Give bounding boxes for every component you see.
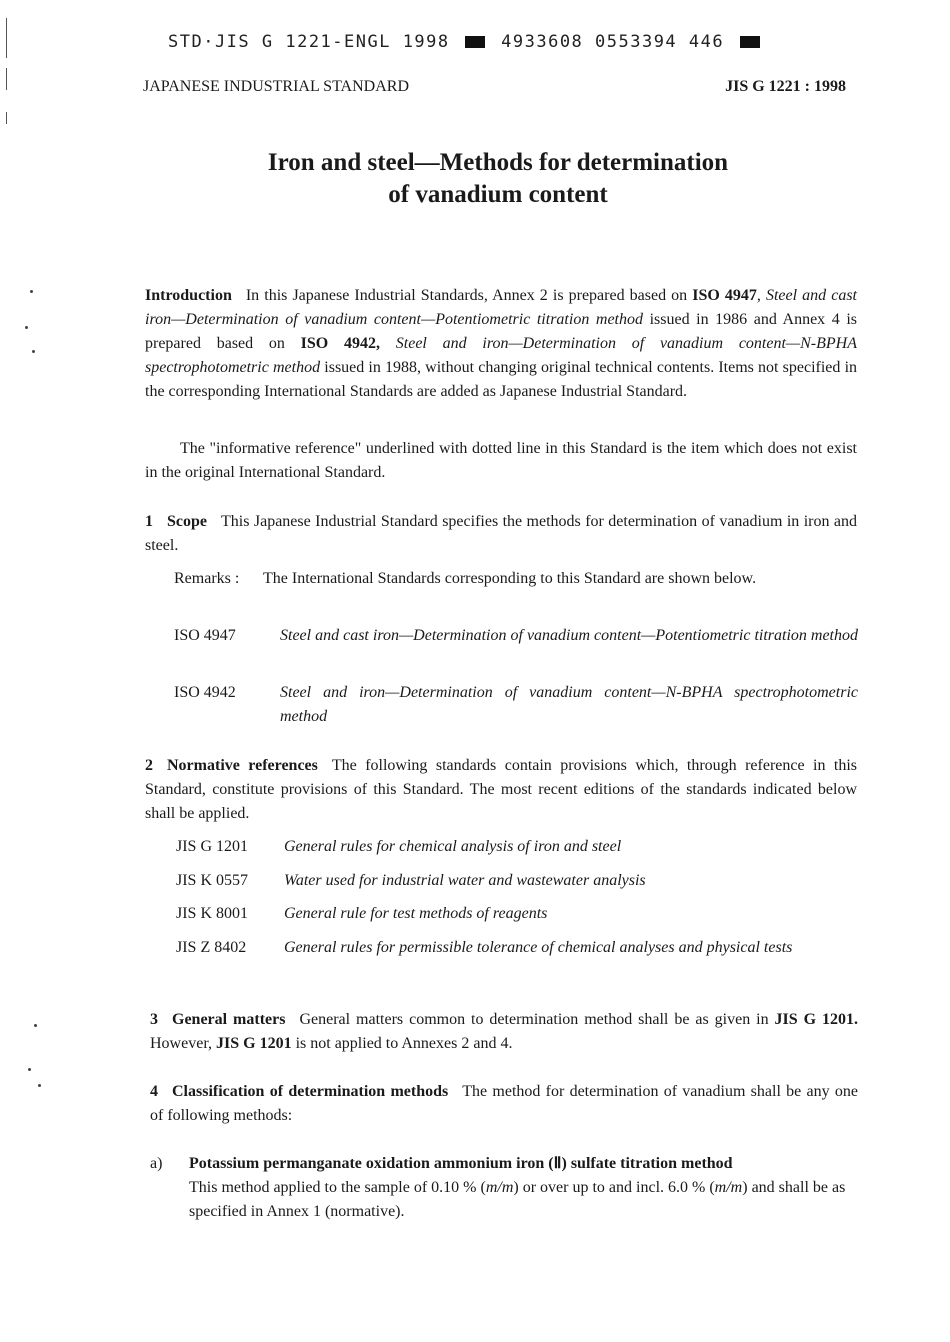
- method-item-label: a): [150, 1155, 163, 1172]
- jis-reference-row: [176, 936, 860, 984]
- scan-dot: [34, 1024, 37, 1027]
- informative-reference-note: The "informative reference" underlined with dotted line in this Standard is the item which does not exist in the original International Standard.: [145, 440, 857, 481]
- scan-line-mark: [6, 18, 7, 58]
- iso-4942-ref: ISO 4942,: [300, 335, 380, 352]
- header-standard-number: JIS G 1221 : 1998: [725, 78, 846, 95]
- title-line-1: Iron and steel—Methods for determination: [267, 149, 729, 176]
- introduction-text-2: issued in 1986 and Annex 4 is prepared based on: [145, 311, 858, 352]
- general-matters-section: [150, 1008, 858, 1056]
- scan-dot: [25, 326, 28, 329]
- document-title: [0, 147, 950, 211]
- mass-fraction-unit: m/m: [714, 1179, 743, 1196]
- stamp-block-mark: [740, 36, 760, 48]
- stamp-left-text: STD·JIS G 1221-ENGL 1998: [168, 32, 450, 52]
- scope-remarks: [174, 567, 858, 615]
- iso-reference-title: Steel and iron—Determination of vanadium content—N-BPHA spectrophotometric method: [280, 684, 858, 725]
- iso-reference-code: ISO 4942: [174, 684, 236, 701]
- jis-reference-row: [176, 835, 860, 859]
- introduction-heading: Introduction: [145, 287, 232, 304]
- scan-dot: [38, 1084, 41, 1087]
- jis-reference-code: JIS G 1201: [176, 838, 249, 855]
- iso-4947-ref: ISO 4947: [692, 287, 757, 304]
- normative-references-section: [145, 754, 857, 826]
- remarks-text: The International Standards corresponding to this Standard are shown below.: [263, 570, 757, 587]
- scan-dot: [32, 350, 35, 353]
- method-item-a: [150, 1152, 862, 1224]
- jis-reference-row: [176, 869, 860, 893]
- scan-line-mark: [6, 112, 7, 124]
- general-text-1: General matters common to determination method shall be as given in: [299, 1011, 769, 1028]
- jis-reference-code: JIS Z 8402: [176, 939, 247, 956]
- classification-number: 4: [150, 1083, 158, 1100]
- document-stamp: [168, 32, 768, 52]
- jis-reference-code: JIS K 0557: [176, 872, 249, 889]
- introduction-paragraph: Introduction In this Japanese Industrial Standards, Annex 2 is prepared based on ISO 4947, Steel and cast iron—Determination of vanadium content—Potentiometric titration method issued in 1986 and Annex 4 is prepared based on ISO 4942, Steel and iron—Determination of vanadium content—N-BPHA spectrophotometric method issued in 1988, without changing original technical contents. Items not specified in the corresponding International Standards are added as Japanese Industrial Standard.: [145, 287, 858, 400]
- scope-heading: Scope: [167, 513, 207, 530]
- classification-section: [150, 1080, 858, 1128]
- jis-reference-code: JIS K 8001: [176, 905, 249, 922]
- iso-reference-row: [174, 624, 858, 672]
- classification-heading: Classification of determination methods: [172, 1083, 449, 1100]
- jis-reference-row: [176, 902, 860, 926]
- mass-fraction-unit: m/m: [485, 1179, 514, 1196]
- jis-g-1201-ref: JIS G 1201.: [774, 1011, 859, 1028]
- general-text-2: However,: [150, 1035, 212, 1052]
- title-line-2: of vanadium content: [388, 181, 608, 208]
- jis-reference-title: Water used for industrial water and wastewater analysis: [284, 872, 646, 889]
- jis-g-1201-ref: JIS G 1201: [216, 1035, 292, 1052]
- general-number: 3: [150, 1011, 158, 1028]
- general-heading: General matters: [172, 1011, 286, 1028]
- scope-number: 1: [145, 513, 153, 530]
- scan-dot: [28, 1068, 31, 1071]
- normative-text: The following standards contain provisions which, through reference in this Standard, constitute provisions of this Standard. The most recent editions of the standards indicated below shall be applied.: [145, 757, 858, 822]
- iso-reference-row: [174, 681, 858, 729]
- jis-reference-title: General rules for chemical analysis of iron and steel: [284, 838, 622, 855]
- introduction-text-3: issued in 1988, without changing original technical contents. Items not specified in the corresponding International Standards are added as Japanese Industrial Standard.: [145, 359, 858, 400]
- iso-4947-title: Steel and cast iron—Determination of vanadium content—Potentiometric titration method: [145, 287, 858, 328]
- scan-line-mark: [6, 68, 7, 90]
- iso-reference-title: Steel and cast iron—Determination of vanadium content—Potentiometric titration method: [280, 627, 858, 644]
- scope-text: This Japanese Industrial Standard specifies the methods for determination of vanadium in iron and steel.: [145, 513, 857, 554]
- remarks-label: Remarks :: [174, 570, 240, 587]
- normative-heading: Normative references: [167, 757, 318, 774]
- introduction-text-1: In this Japanese Industrial Standards, Annex 2 is prepared based on: [245, 287, 688, 304]
- iso-reference-code: ISO 4947: [174, 627, 236, 644]
- method-item-heading: Potassium permanganate oxidation ammonium iron (Ⅱ) sulfate titration method: [189, 1155, 733, 1172]
- method-item-text: This method applied to the sample of 0.10 % (m/m) or over up to and incl. 6.0 % (m/m) and shall be as specified in Annex 1 (normative).: [189, 1179, 846, 1220]
- normative-number: 2: [145, 757, 153, 774]
- classification-text: The method for determination of vanadium shall be any one of following methods:: [150, 1083, 859, 1124]
- scope-section: [145, 510, 857, 558]
- header-standard-type: JAPANESE INDUSTRIAL STANDARD: [143, 78, 409, 95]
- stamp-right-text: 4933608 0553394 446: [501, 32, 725, 52]
- scan-dot: [30, 290, 33, 293]
- general-text-3: is not applied to Annexes 2 and 4.: [295, 1035, 513, 1052]
- stamp-block-mark: [465, 36, 485, 48]
- jis-reference-title: General rule for test methods of reagents: [284, 905, 548, 922]
- iso-4942-title: Steel and iron—Determination of vanadium content—N-BPHA spectrophotometric method: [145, 335, 858, 376]
- jis-reference-title: General rules for permissible tolerance of chemical analyses and physical tests: [284, 939, 793, 956]
